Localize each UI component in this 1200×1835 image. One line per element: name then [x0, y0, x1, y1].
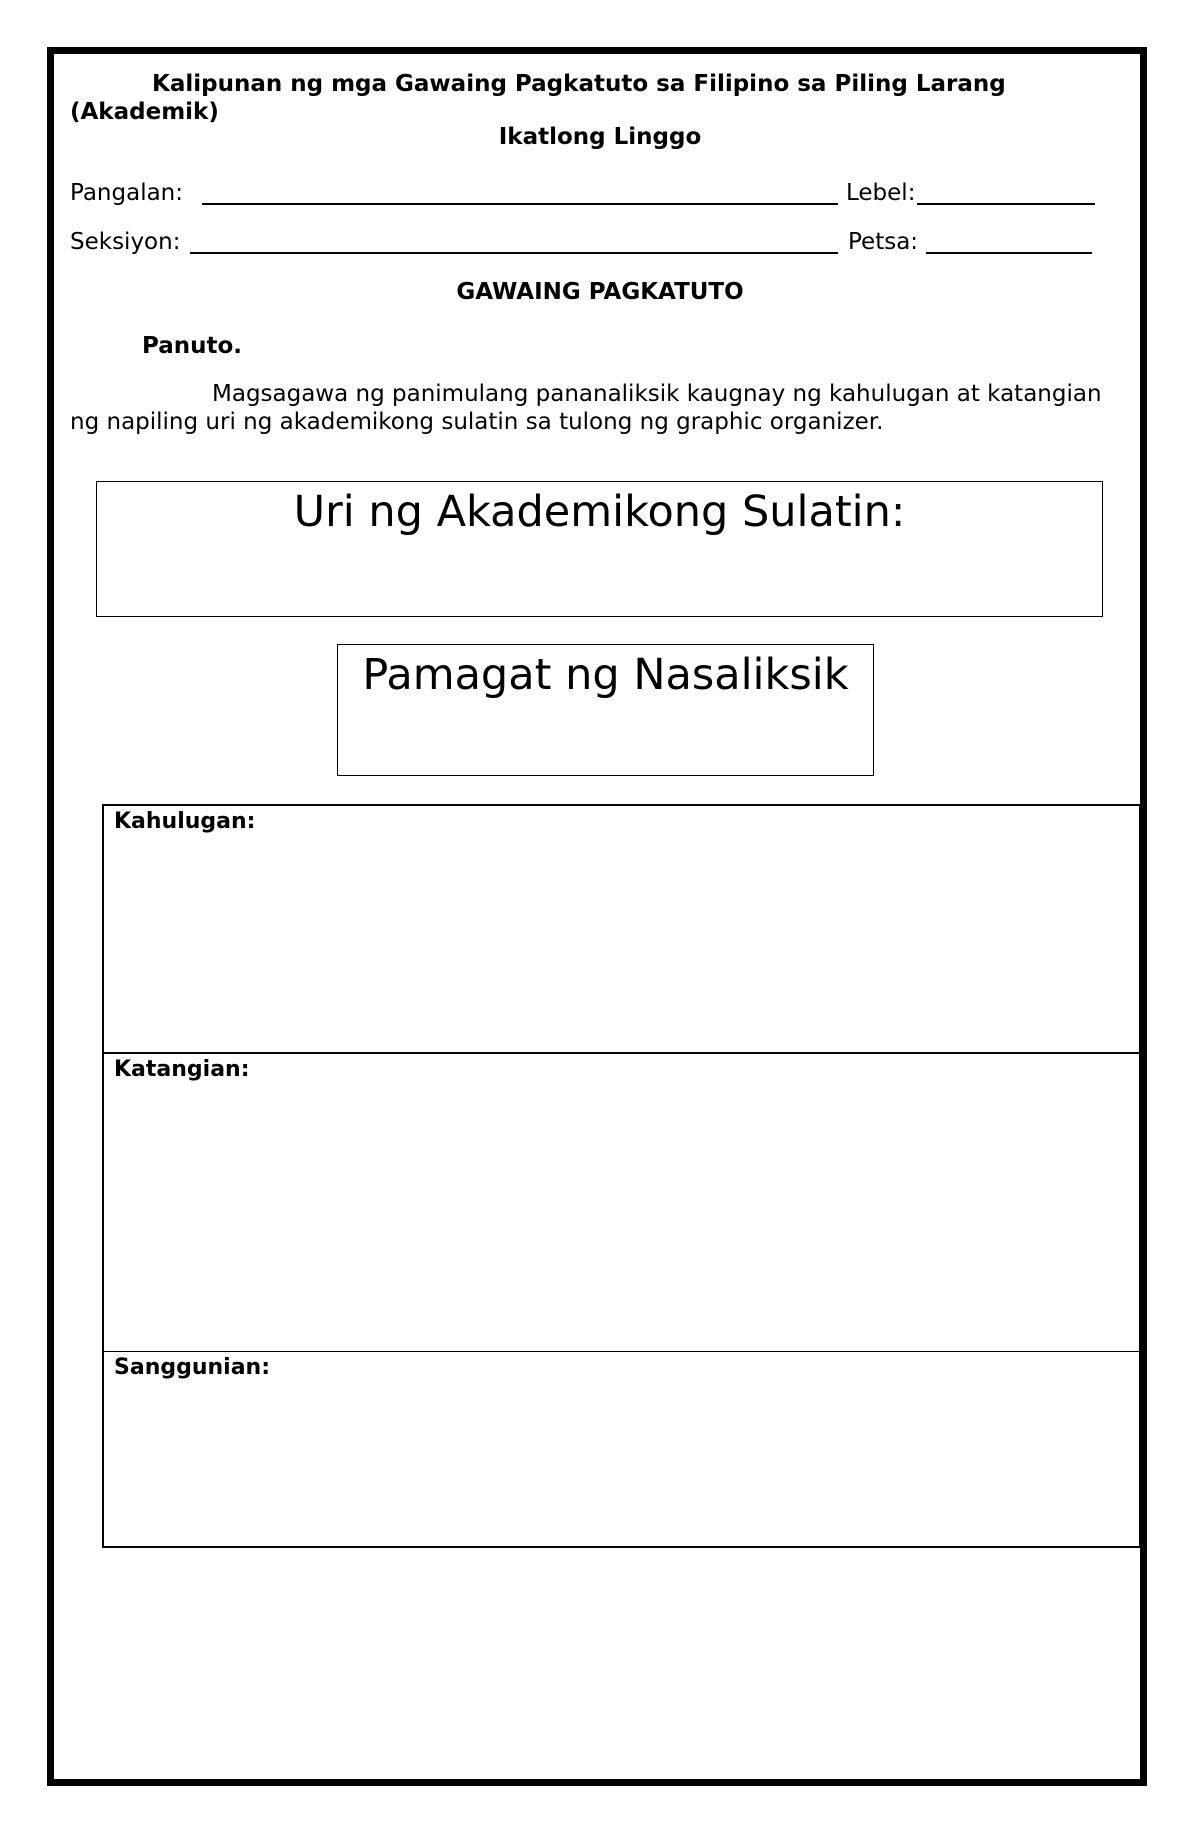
level-label: Lebel:: [846, 180, 916, 206]
section-field[interactable]: [190, 252, 838, 254]
characteristics-label: Katangian:: [114, 1057, 250, 1082]
organizer-table: [102, 804, 1141, 1548]
references-label: Sanggunian:: [114, 1355, 271, 1380]
name-field[interactable]: [202, 203, 838, 205]
level-field[interactable]: [917, 203, 1095, 205]
section-label: Seksiyon:: [70, 229, 181, 255]
document-title: Kalipunan ng mga Gawaing Pagkatuto sa Filipino sa Piling Larang (Akademik): [70, 71, 1006, 125]
week-label: Ikatlong Linggo: [498, 124, 702, 150]
references-row[interactable]: [104, 1352, 1139, 1546]
activity-title: GAWAING PAGKATUTO: [456, 279, 744, 305]
research-title-label: Pamagat ng Nasaliksik: [362, 650, 849, 700]
instruction-text: Magsagawa ng panimulang pananaliksik kaugnay ng kahulugan at katangian ng napiling uri ng akademikong sulatin sa tulong ng graphic organizer.: [70, 381, 1102, 435]
definition-row[interactable]: [104, 806, 1139, 1054]
definition-label: Kahulugan:: [114, 809, 256, 834]
instruction-label: Panuto.: [142, 333, 243, 359]
characteristics-row[interactable]: [104, 1054, 1139, 1352]
date-field[interactable]: [926, 252, 1092, 254]
date-label: Petsa:: [848, 229, 919, 255]
writing-type-box[interactable]: [96, 481, 1103, 617]
research-title-box[interactable]: [337, 644, 874, 776]
writing-type-label: Uri ng Akademikong Sulatin:: [293, 487, 906, 537]
name-label: Pangalan:: [70, 180, 184, 206]
